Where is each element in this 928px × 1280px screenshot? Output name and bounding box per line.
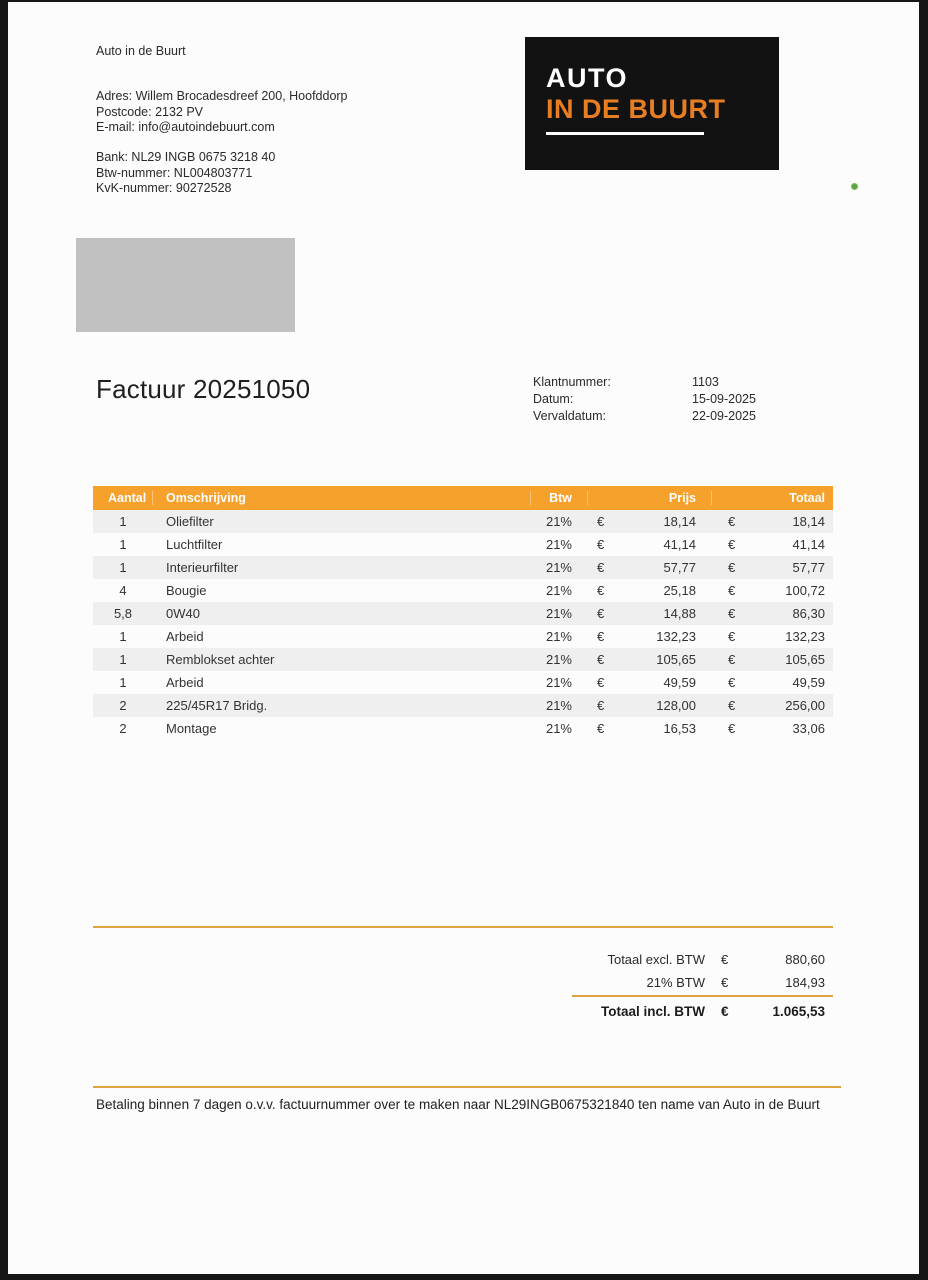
cell-prijs: 132,23: [656, 629, 696, 644]
company-kvk-line: KvK-nummer: 90272528: [96, 181, 232, 195]
table-row: [93, 694, 833, 717]
header-prijs: Prijs: [618, 491, 712, 505]
company-postcode-line: Postcode: 2132 PV: [96, 104, 204, 119]
cell-prijs: 57,77: [663, 560, 696, 575]
company-btw-line: Btw-nummer: NL004803771: [96, 165, 253, 180]
totals-block: [508, 948, 833, 1024]
euro-sign: €: [728, 698, 736, 713]
cell-omschrijving: Montage: [166, 721, 217, 736]
separator-rule-bottom: [93, 1086, 841, 1088]
euro-sign: €: [597, 652, 605, 667]
cell-totaal: 33,06: [792, 721, 825, 736]
table-row: [93, 556, 833, 579]
cell-btw: 21%: [545, 560, 572, 575]
total-amount: 184,93: [785, 975, 825, 990]
company-logo: [525, 37, 779, 170]
cell-prijs: 25,18: [663, 583, 696, 598]
euro-sign: €: [597, 698, 605, 713]
cell-aantal: 5,8: [113, 606, 133, 621]
header-aantal: Aantal: [93, 491, 153, 505]
invoice-title: Factuur 20251050: [96, 374, 311, 404]
meta-row-vervaldatum: [533, 408, 756, 425]
cell-totaal: 57,77: [792, 560, 825, 575]
meta-row-datum: [533, 391, 756, 408]
euro-sign: €: [728, 629, 736, 644]
company-name: Auto in de Buurt: [96, 44, 186, 58]
cell-btw: 21%: [545, 652, 572, 667]
euro-sign: €: [597, 721, 605, 736]
header-btw: Btw: [531, 491, 588, 505]
btw-row: [508, 971, 833, 994]
cell-prijs: 49,59: [663, 675, 696, 690]
cell-omschrijving: Oliefilter: [166, 514, 214, 529]
meta-label: Klantnummer:: [533, 375, 611, 389]
meta-value: 22-09-2025: [692, 409, 756, 424]
cell-btw: 21%: [545, 629, 572, 644]
euro-sign: €: [728, 560, 736, 575]
euro-sign: €: [721, 975, 729, 990]
cell-omschrijving: Arbeid: [166, 629, 204, 644]
meta-label: Datum:: [533, 392, 574, 407]
meta-row-klantnummer: [533, 374, 756, 391]
cell-aantal: 2: [119, 698, 127, 713]
cell-omschrijving: 225/45R17 Bridg.: [166, 698, 268, 713]
euro-sign: €: [597, 537, 605, 552]
cell-omschrijving: 0W40: [166, 606, 200, 621]
cell-totaal: 256,00: [785, 698, 825, 713]
totals-separator: [508, 994, 833, 998]
cell-totaal: 49,59: [792, 675, 825, 690]
cell-prijs: 128,00: [656, 698, 696, 713]
euro-sign: €: [728, 721, 736, 736]
euro-sign: €: [721, 952, 729, 967]
meta-value: 15-09-2025: [692, 392, 756, 407]
euro-sign: €: [728, 652, 736, 667]
cell-omschrijving: Interieurfilter: [166, 560, 239, 575]
company-address-line: Adres: Willem Brocadesdreef 200, Hoofddorp: [96, 89, 348, 103]
cell-btw: 21%: [545, 698, 572, 713]
euro-sign: €: [728, 537, 736, 552]
logo-text-auto: AUTO: [546, 63, 629, 93]
euro-sign: €: [597, 583, 605, 598]
total-amount: 1.065,53: [772, 1003, 825, 1019]
total-excl-row: [508, 948, 833, 971]
cell-btw: 21%: [545, 675, 572, 690]
total-incl-row: [508, 998, 833, 1024]
cell-totaal: 132,23: [785, 629, 825, 644]
table-row: [93, 648, 833, 671]
cell-btw: 21%: [545, 514, 572, 529]
cell-omschrijving: Remblokset achter: [166, 652, 275, 667]
table-row: [93, 671, 833, 694]
meta-label: Vervaldatum:: [533, 409, 606, 424]
cell-aantal: 1: [119, 675, 127, 690]
header-totaal: Totaal: [789, 491, 825, 505]
logo-underline: [546, 132, 704, 135]
cell-btw: 21%: [545, 606, 572, 621]
total-label: Totaal incl. BTW: [601, 1003, 705, 1019]
cell-totaal: 105,65: [785, 652, 825, 667]
cell-prijs: 105,65: [656, 652, 696, 667]
cell-prijs: 14,88: [663, 606, 696, 621]
euro-sign: €: [728, 514, 736, 529]
cell-btw: 21%: [545, 721, 572, 736]
euro-sign: €: [597, 675, 605, 690]
table-row: [93, 533, 833, 556]
cell-totaal: 41,14: [792, 537, 825, 552]
cell-prijs: 18,14: [663, 514, 696, 529]
cell-aantal: 1: [119, 652, 127, 667]
euro-sign: €: [597, 514, 605, 529]
cell-prijs: 16,53: [663, 721, 696, 736]
cell-aantal: 4: [119, 583, 127, 598]
logo-text-in-de-buurt: IN DE BUURT: [546, 94, 726, 124]
redacted-customer-box: [76, 238, 295, 332]
total-label: 21% BTW: [646, 975, 705, 990]
cell-aantal: 1: [119, 537, 127, 552]
invoice-meta: [533, 374, 756, 426]
cell-omschrijving: Luchtfilter: [166, 537, 223, 552]
cell-prijs: 41,14: [663, 537, 696, 552]
meta-value: 1103: [692, 375, 719, 389]
company-address-block: [96, 89, 348, 136]
company-bank-block: [96, 150, 275, 197]
cell-aantal: 1: [119, 560, 127, 575]
euro-sign: €: [728, 583, 736, 598]
company-email-line: E-mail: info@autoindebuurt.com: [96, 120, 275, 134]
table-row: [93, 510, 833, 533]
euro-sign: €: [597, 629, 605, 644]
table-row: [93, 625, 833, 648]
euro-sign: €: [597, 606, 605, 621]
cell-btw: 21%: [545, 583, 572, 598]
cell-btw: 21%: [545, 537, 572, 552]
table-row: [93, 717, 833, 740]
table-header-row: [93, 486, 833, 510]
cell-omschrijving: Arbeid: [166, 675, 204, 690]
euro-sign: €: [721, 1003, 729, 1019]
cell-totaal: 18,14: [792, 514, 825, 529]
line-items-table: [93, 486, 833, 740]
table-row: [93, 579, 833, 602]
euro-sign: €: [597, 560, 605, 575]
cell-totaal: 86,30: [792, 606, 825, 621]
cell-omschrijving: Bougie: [166, 583, 207, 598]
green-dot-artifact: [851, 183, 858, 190]
invoice-page: [8, 2, 919, 1274]
total-amount: 880,60: [785, 952, 825, 967]
payment-terms-note: Betaling binnen 7 dagen o.v.v. factuurnummer over te maken naar NL29INGB0675321840 ten name van Auto in de Buurt: [96, 1097, 820, 1112]
euro-sign: €: [728, 606, 736, 621]
separator-rule-top: [93, 926, 833, 928]
euro-sign: €: [728, 675, 736, 690]
cell-totaal: 100,72: [785, 583, 825, 598]
table-body: [93, 510, 833, 740]
company-bank-line: Bank: NL29 INGB 0675 3218 40: [96, 150, 276, 164]
cell-aantal: 2: [119, 721, 127, 736]
cell-aantal: 1: [119, 514, 127, 529]
header-omschrijving: Omschrijving: [153, 491, 531, 505]
total-label: Totaal excl. BTW: [607, 952, 705, 967]
table-row: [93, 602, 833, 625]
cell-aantal: 1: [119, 629, 127, 644]
